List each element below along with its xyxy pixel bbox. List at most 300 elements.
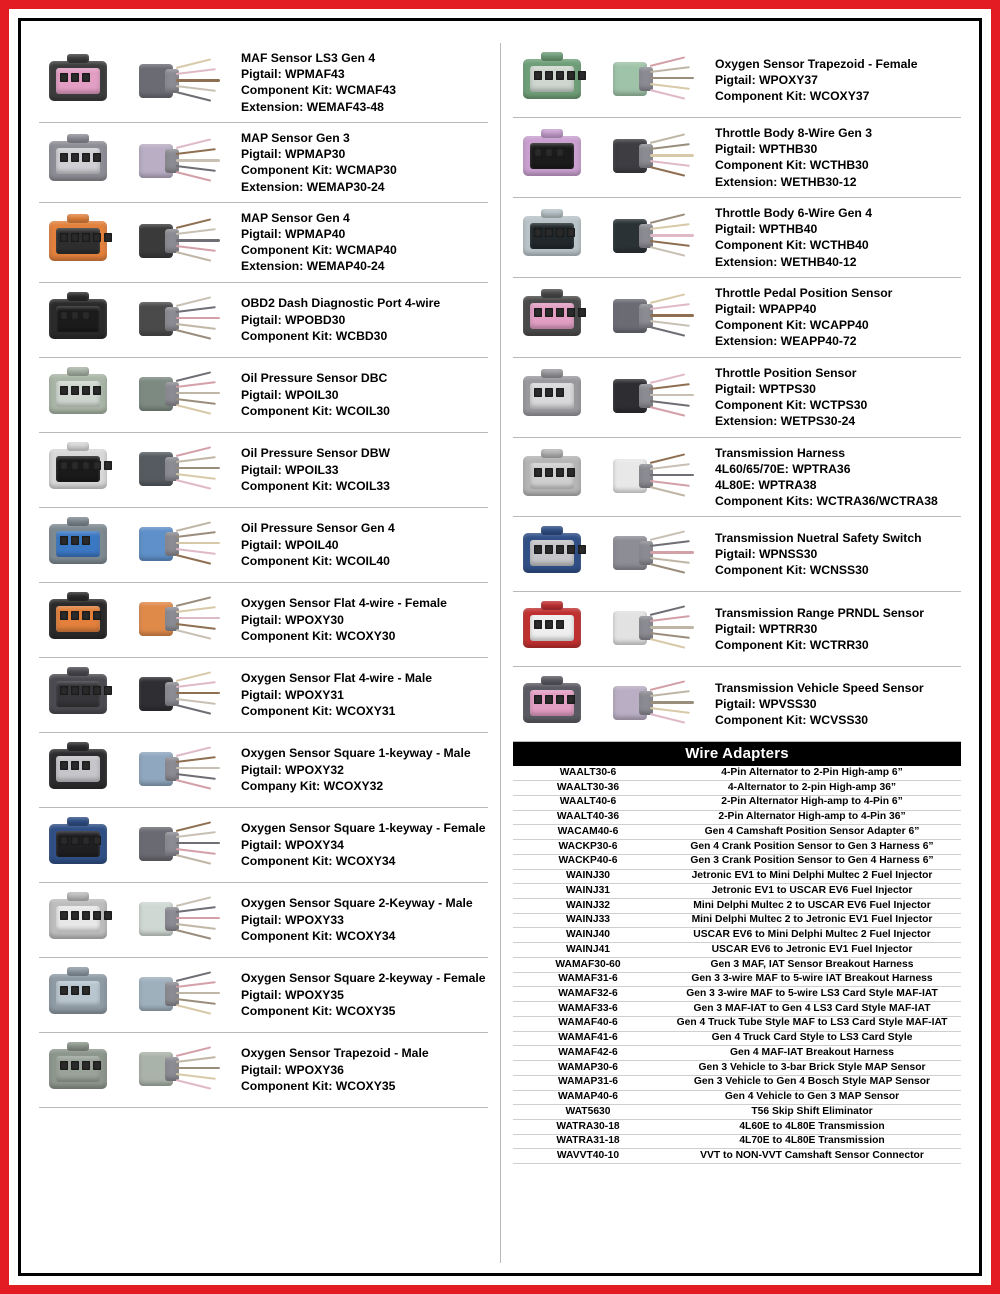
adapter-code: WAMAF40-6 (513, 1016, 663, 1031)
adapter-code: WAALT30-36 (513, 781, 663, 796)
connector-latch (541, 526, 563, 535)
catalog-row (39, 123, 488, 203)
page-content (21, 21, 979, 1273)
connector-illustration (43, 664, 231, 726)
product-detail: Component Kit: WCVSS30 (715, 713, 869, 728)
table-row (513, 854, 961, 869)
harness-wire (650, 626, 694, 628)
table-row (513, 1105, 961, 1120)
wire-adapters-header: Wire Adapters (513, 742, 961, 766)
harness-wire (650, 373, 686, 384)
connector-pins (534, 71, 586, 80)
adapter-description: Gen 3 MAF-IAT to Gen 4 LS3 Card Style MAF-IAT (663, 1002, 961, 1017)
catalog-row-image (513, 358, 709, 437)
adapter-description: 4-Pin Alternator to 2-Pin High-amp 6” (663, 766, 961, 780)
product-detail: Component Kit: WCMAF43 (241, 83, 397, 98)
adapter-code: WAINJ41 (513, 943, 663, 958)
connector-pin (82, 153, 90, 162)
connector-pin (534, 228, 542, 237)
harness-wire (176, 467, 220, 469)
catalog-row (39, 808, 488, 883)
connector-pin (71, 761, 79, 770)
connector-pin (556, 695, 564, 704)
connector-pin (71, 911, 79, 920)
connector-pin (556, 71, 564, 80)
product-detail: Pigtail: WPOXY33 (241, 912, 344, 927)
catalog-row-text (709, 43, 961, 117)
catalog-row-text (235, 733, 488, 807)
adapter-description: Gen 4 MAF-IAT Breakout Harness (663, 1046, 961, 1061)
connector-pin (93, 461, 101, 470)
connector-pin (82, 536, 90, 545)
adapter-description: Gen 3 MAF, IAT Sensor Breakout Harness (663, 957, 961, 972)
table-row (513, 1002, 961, 1017)
product-detail: Component Kit: WCOXY35 (241, 1003, 396, 1018)
table-row (513, 1120, 961, 1135)
product-detail: Pigtail: WPOXY32 (241, 762, 344, 777)
connector-pin (71, 986, 79, 995)
connector-pin (556, 308, 564, 317)
table-row (513, 840, 961, 855)
connector-pin (93, 1061, 101, 1070)
catalog-row-text (235, 433, 488, 507)
catalog-row-text (709, 198, 961, 277)
connector-pin (534, 620, 542, 629)
connector-latch (541, 129, 563, 138)
connector-pin (545, 388, 553, 397)
product-detail: Extension: WEAPP40-72 (715, 334, 857, 349)
connector-pin (545, 620, 553, 629)
connector-pins (60, 761, 90, 770)
product-detail: Component Kit: WCTRR30 (715, 638, 869, 653)
catalog-row (513, 438, 961, 518)
harness-wire (650, 701, 694, 703)
catalog-row-image (39, 958, 235, 1032)
adapter-description: Gen 3 Crank Position Sensor to Gen 4 Harness 6” (663, 854, 961, 869)
connector-illustration (43, 964, 231, 1026)
harness-wire (650, 223, 690, 230)
connector-pin (578, 308, 586, 317)
connector-pin (60, 1061, 68, 1070)
harness-wire (650, 326, 686, 337)
harness-wire (176, 59, 212, 70)
product-detail: Pigtail: WPTHB30 (715, 142, 818, 157)
harness-wire (176, 848, 216, 855)
connector-illustration (517, 126, 705, 188)
catalog-row (39, 583, 488, 658)
adapter-code: WAMAP40-6 (513, 1090, 663, 1105)
catalog-row-image (39, 358, 235, 432)
product-detail: Component Kit: WCTHB40 (715, 238, 869, 253)
connector-pins (60, 911, 112, 920)
product-detail: Component Kit: WCMAP40 (241, 243, 397, 258)
connector-latch (541, 289, 563, 298)
harness-wire (650, 89, 686, 100)
adapter-description: 4L60E to 4L80E Transmission (663, 1120, 961, 1135)
catalog-row-image (513, 667, 709, 741)
product-detail: Pigtail: WPOXY31 (241, 687, 344, 702)
product-detail: Pigtail: WPOXY36 (241, 1062, 344, 1077)
adapter-code: WAT5630 (513, 1105, 663, 1120)
adapter-code: WAMAF42-6 (513, 1046, 663, 1061)
connector-latch (67, 967, 89, 976)
connector-illustration (43, 211, 231, 273)
product-detail: Pigtail: WPOXY37 (715, 72, 818, 87)
connector-latch (67, 367, 89, 376)
table-row (513, 825, 961, 840)
harness-wire (176, 606, 216, 613)
harness-wire (176, 531, 216, 538)
connector-illustration (517, 598, 705, 660)
harness-wire (176, 521, 212, 532)
adapter-code: WAMAF30-60 (513, 957, 663, 972)
harness-wire (176, 91, 212, 102)
connector-pin (93, 233, 101, 242)
harness-wire (176, 629, 212, 640)
connector-latch (67, 592, 89, 601)
connector-pin (534, 71, 542, 80)
catalog-row-text (235, 658, 488, 732)
connector-latch (541, 601, 563, 610)
product-title: Throttle Body 6-Wire Gen 4 (715, 205, 872, 220)
catalog-row-text (235, 123, 488, 202)
product-title: MAP Sensor Gen 3 (241, 130, 350, 145)
adapter-code: WAINJ30 (513, 869, 663, 884)
harness-wire (650, 681, 686, 692)
adapter-code: WATRA30-18 (513, 1120, 663, 1135)
harness-wire (650, 551, 694, 553)
harness-wire (176, 1073, 216, 1080)
connector-pin (60, 761, 68, 770)
harness-wire (650, 66, 690, 73)
connector-illustration (43, 289, 231, 351)
connector-pin (556, 228, 564, 237)
connector-latch (541, 449, 563, 458)
connector-pin (82, 611, 90, 620)
adapter-code: WAALT40-36 (513, 810, 663, 825)
adapter-description: Gen 3 Vehicle to 3-bar Brick Style MAP Sensor (663, 1061, 961, 1076)
harness-wire (650, 314, 694, 316)
connector-pin (545, 71, 553, 80)
connector-pin (578, 71, 586, 80)
table-row (513, 1090, 961, 1105)
right-column (500, 43, 961, 1263)
table-row (513, 898, 961, 913)
connector-pin (545, 228, 553, 237)
harness-wire (650, 616, 690, 623)
connector-pin (93, 386, 101, 395)
product-title: Transmission Range PRNDL Sensor (715, 606, 925, 621)
adapter-description: Gen 3 3-wire MAF to 5-wire IAT Breakout Harness (663, 972, 961, 987)
table-row (513, 869, 961, 884)
catalog-row (39, 358, 488, 433)
product-detail: Pigtail: WPOBD30 (241, 312, 346, 327)
connector-pins (534, 148, 564, 157)
harness-wire (650, 320, 690, 327)
harness-wire (176, 329, 212, 340)
table-row (513, 913, 961, 928)
connector-illustration (43, 51, 231, 113)
harness-wire (650, 77, 694, 79)
catalog-row-text (235, 358, 488, 432)
product-detail: Component Kit: WCOXY31 (241, 703, 396, 718)
connector-pin (82, 233, 90, 242)
product-title: Oil Pressure Sensor Gen 4 (241, 521, 395, 536)
product-title: Oxygen Sensor Square 2-Keyway - Male (241, 896, 473, 911)
harness-wire (176, 148, 216, 155)
catalog-row-image (513, 43, 709, 117)
harness-wire (176, 306, 216, 313)
connector-pin (556, 468, 564, 477)
product-title: Oxygen Sensor Flat 4-wire - Female (241, 596, 447, 611)
table-row (513, 987, 961, 1002)
connector-pin (545, 695, 553, 704)
table-row (513, 1061, 961, 1076)
connector-pin (71, 153, 79, 162)
connector-illustration (43, 364, 231, 426)
catalog-row (39, 508, 488, 583)
harness-wire (176, 831, 216, 838)
harness-wire (650, 480, 690, 487)
catalog-row (39, 1033, 488, 1108)
connector-pins (534, 545, 586, 554)
connector-illustration (43, 889, 231, 951)
catalog-row-image (39, 43, 235, 122)
catalog-row-image (39, 508, 235, 582)
connector-latch (541, 369, 563, 378)
harness-wire (650, 691, 690, 698)
connector-pin (71, 536, 79, 545)
product-detail: 4L60/65/70E: WPTRA36 (715, 461, 851, 476)
catalog-row (513, 667, 961, 742)
connector-illustration (43, 439, 231, 501)
catalog-row-text (709, 118, 961, 197)
harness-wire (176, 896, 212, 907)
harness-wire (176, 1004, 212, 1015)
connector-pin (534, 545, 542, 554)
product-detail: Pigtail: WPTPS30 (715, 381, 816, 396)
connector-latch (67, 742, 89, 751)
adapter-code: WACAM40-6 (513, 825, 663, 840)
connector-pin (82, 386, 90, 395)
harness-wire (176, 245, 216, 252)
catalog-row (513, 43, 961, 118)
harness-wire (176, 746, 212, 757)
connector-illustration (43, 739, 231, 801)
adapter-description: Gen 4 Truck Tube Style MAF to LS3 Card Style MAF-IAT (663, 1016, 961, 1031)
connector-pins (60, 536, 90, 545)
connector-pin (545, 468, 553, 477)
catalog-row-text (235, 958, 488, 1032)
connector-pin (71, 386, 79, 395)
product-title: Transmission Nuetral Safety Switch (715, 531, 922, 546)
connector-pin (60, 686, 68, 695)
connector-pin (82, 836, 90, 845)
catalog-row-image (39, 808, 235, 882)
catalog-row-text (709, 667, 961, 741)
product-detail: Pigtail: WPOXY30 (241, 612, 344, 627)
connector-pin (93, 836, 101, 845)
connector-latch (67, 442, 89, 451)
harness-wire (176, 228, 216, 235)
harness-wire (176, 171, 212, 182)
product-title: Transmission Harness (715, 445, 846, 460)
catalog-row-image (39, 583, 235, 657)
harness-wire (176, 692, 220, 694)
adapter-code: WAVVT40-10 (513, 1149, 663, 1164)
adapter-description: Gen 4 Vehicle to Gen 3 MAP Sensor (663, 1090, 961, 1105)
connector-pin (567, 545, 575, 554)
harness-wire (176, 404, 212, 415)
connector-pins (534, 695, 575, 704)
connector-pin (534, 148, 542, 157)
connector-pin (534, 308, 542, 317)
connector-pin (545, 545, 553, 554)
harness-wire (650, 474, 694, 476)
product-detail: Component Kit: WCBD30 (241, 328, 388, 343)
connector-illustration (43, 814, 231, 876)
connector-pin (567, 71, 575, 80)
harness-wire (176, 923, 216, 930)
connector-pin (71, 461, 79, 470)
table-row (513, 781, 961, 796)
catalog-row-image (39, 123, 235, 202)
wire-adapters-table (513, 766, 961, 1164)
connector-pin (60, 73, 68, 82)
catalog-row-image (39, 1033, 235, 1107)
adapter-description: Mini Delphi Multec 2 to Jetronic EV1 Fuel Injector (663, 913, 961, 928)
harness-wire (176, 671, 212, 682)
connector-pins (60, 233, 112, 242)
adapter-code: WAMAF32-6 (513, 987, 663, 1002)
adapter-description: USCAR EV6 to Jetronic EV1 Fuel Injector (663, 943, 961, 958)
connector-illustration (517, 523, 705, 585)
connector-latch (67, 817, 89, 826)
connector-pin (60, 233, 68, 242)
catalog-row (513, 278, 961, 358)
catalog-row (513, 198, 961, 278)
harness-wire (650, 453, 686, 464)
product-detail: Pigtail: WPAPP40 (715, 301, 817, 316)
harness-wire (176, 323, 216, 330)
connector-pins (60, 1061, 101, 1070)
harness-wire (176, 773, 216, 780)
connector-latch (67, 667, 89, 676)
catalog-row (39, 958, 488, 1033)
connector-latch (67, 1042, 89, 1051)
harness-wire (176, 767, 220, 769)
harness-wire (650, 606, 686, 617)
table-row (513, 928, 961, 943)
harness-wire (176, 1056, 216, 1063)
connector-illustration (517, 206, 705, 268)
connector-latch (541, 209, 563, 218)
connector-pin (545, 148, 553, 157)
connector-pin (545, 308, 553, 317)
catalog-row-image (39, 433, 235, 507)
table-row (513, 1016, 961, 1031)
connector-latch (67, 214, 89, 223)
connector-pin (556, 545, 564, 554)
connector-illustration (43, 1039, 231, 1101)
harness-wire (176, 917, 220, 919)
catalog-row (513, 592, 961, 667)
connector-pin (82, 686, 90, 695)
table-row (513, 1046, 961, 1061)
connector-pins (534, 620, 564, 629)
harness-wire (650, 166, 686, 177)
product-detail: Company Kit: WCOXY32 (241, 778, 384, 793)
connector-pins (60, 986, 90, 995)
catalog-row-text (235, 808, 488, 882)
product-title: Oxygen Sensor Flat 4-wire - Male (241, 671, 432, 686)
product-title: OBD2 Dash Diagnostic Port 4-wire (241, 296, 441, 311)
product-title: Throttle Position Sensor (715, 365, 857, 380)
harness-wire (176, 317, 220, 319)
adapter-description: 2-Pin Alternator High-amp to 4-Pin 36” (663, 810, 961, 825)
product-title: Throttle Body 8-Wire Gen 3 (715, 126, 872, 140)
product-detail: Extension: WETHB30-12 (715, 174, 857, 189)
harness-wire (176, 971, 212, 982)
product-detail: Component Kit: WCOIL30 (241, 403, 390, 418)
adapter-description: Mini Delphi Multec 2 to USCAR EV6 Fuel Injector (663, 898, 961, 913)
adapter-description: 4-Alternator to 2-pin High-amp 36” (663, 781, 961, 796)
adapter-description: Gen 3 3-wire MAF to 5-wire LS3 Card Style MAF-IAT (663, 987, 961, 1002)
connector-pin (104, 686, 112, 695)
connector-pins (60, 311, 90, 320)
product-detail: Component Kit: WCAPP40 (715, 318, 869, 333)
adapter-code: WAINJ32 (513, 898, 663, 913)
adapter-description: T56 Skip Shift Eliminator (663, 1105, 961, 1120)
harness-wire (176, 854, 212, 865)
harness-wire (176, 392, 220, 394)
product-title: MAP Sensor Gen 4 (241, 210, 350, 225)
harness-wire (176, 681, 216, 688)
catalog-row-text (235, 583, 488, 657)
catalog-row-text (235, 203, 488, 282)
harness-wire (650, 531, 686, 542)
harness-wire (176, 371, 212, 382)
harness-wire (176, 704, 212, 715)
harness-wire (176, 554, 212, 565)
connector-pin (71, 233, 79, 242)
harness-wire (176, 219, 212, 230)
harness-wire (176, 981, 216, 988)
catalog-row-image (39, 283, 235, 357)
connector-pin (71, 73, 79, 82)
connector-latch (67, 134, 89, 143)
connector-pin (578, 545, 586, 554)
harness-wire (176, 159, 220, 161)
harness-wire (176, 1067, 220, 1069)
connector-pins (534, 308, 586, 317)
harness-wire (650, 83, 690, 90)
connector-pins (534, 468, 575, 477)
harness-wire (650, 246, 686, 257)
connector-pin (93, 611, 101, 620)
catalog-row-text (709, 517, 961, 591)
connector-latch (541, 52, 563, 61)
harness-wire (650, 406, 686, 417)
connector-pin (82, 761, 90, 770)
harness-wire (176, 548, 216, 555)
catalog-row-text (235, 43, 488, 122)
harness-wire (176, 992, 220, 994)
harness-wire (176, 446, 212, 457)
harness-wire (650, 234, 694, 236)
harness-wire (176, 69, 216, 76)
connector-pin (60, 386, 68, 395)
